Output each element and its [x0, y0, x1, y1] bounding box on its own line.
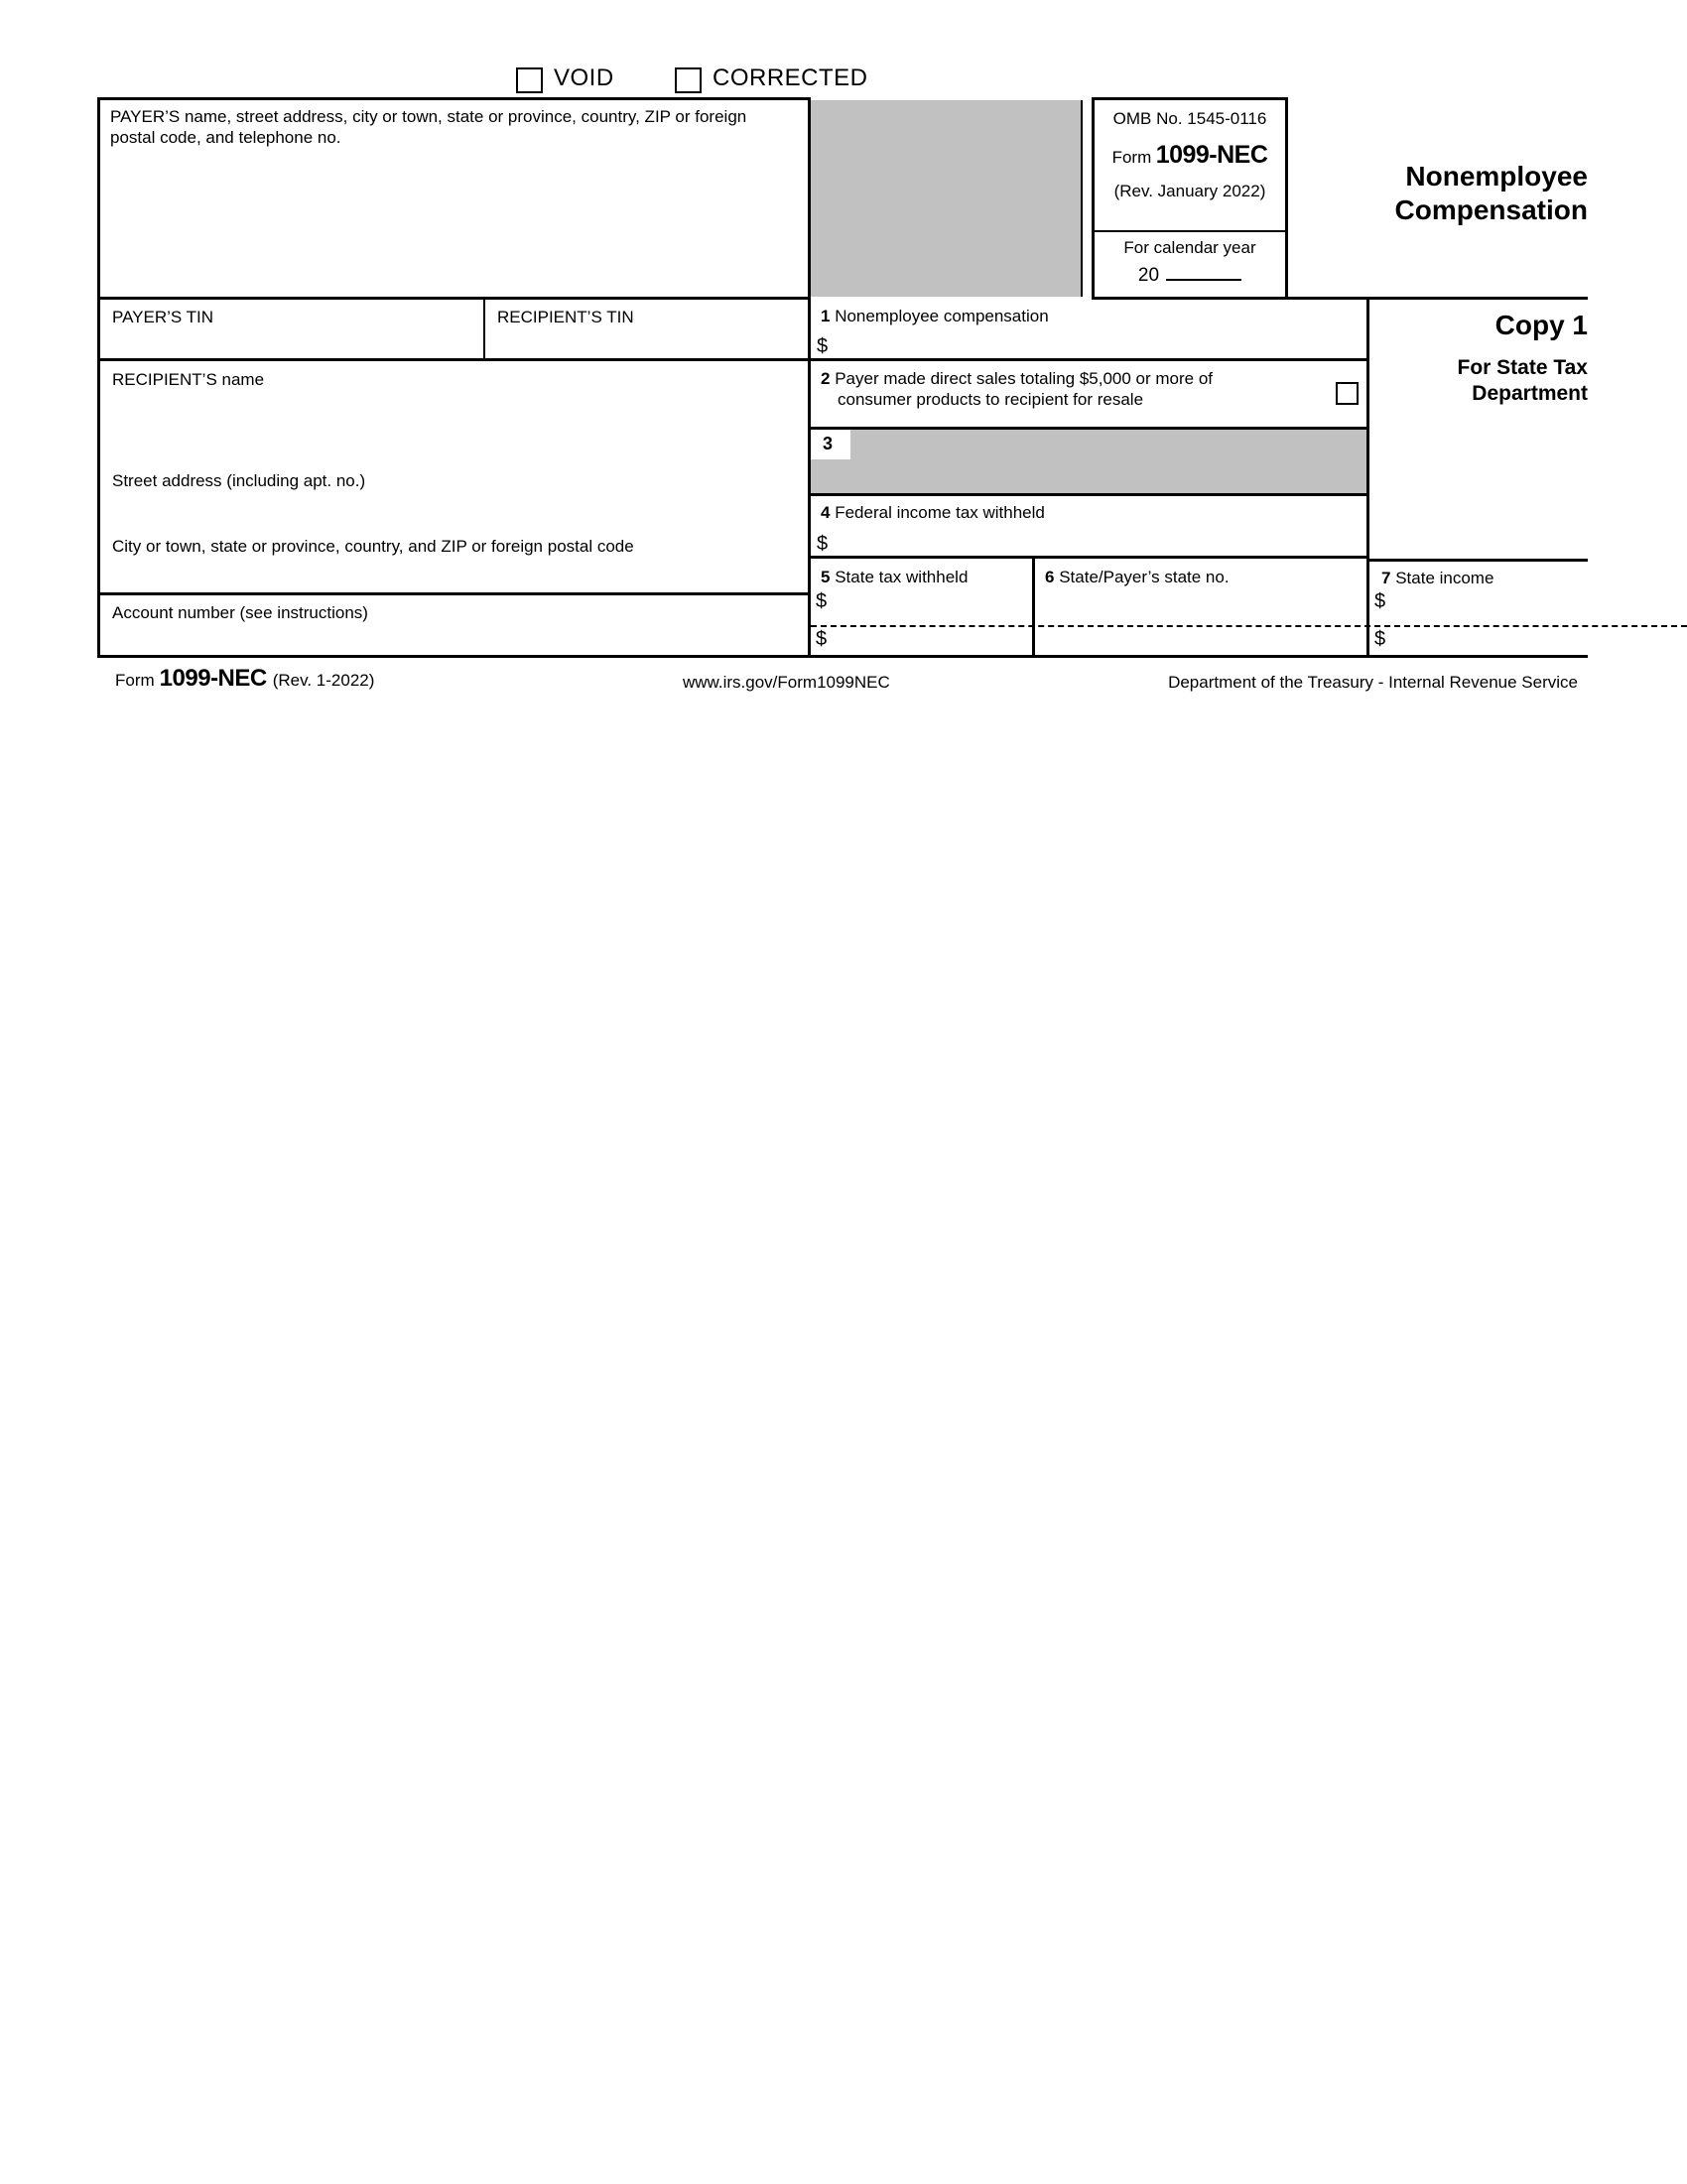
form-title: Nonemployee Compensation — [1394, 161, 1588, 225]
footer-irs-url: www.irs.gov/Form1099NEC — [683, 673, 890, 692]
copy-block — [1379, 310, 1588, 407]
payer-info-label: PAYER’S name, street address, city or town, state or province, country, ZIP or foreign postal code, and telephone no. — [110, 107, 747, 147]
box2-checkbox[interactable] — [1336, 382, 1359, 405]
box2-direct-sales — [811, 361, 1369, 430]
footer-form-number: 1099-NEC — [159, 665, 267, 692]
box3-number-badge — [811, 430, 850, 459]
box1-amount-input[interactable] — [843, 332, 1339, 356]
tin-divider — [483, 300, 485, 358]
box2-number: 2 — [821, 369, 831, 388]
state-row-dashed-divider — [811, 625, 1687, 627]
tin-row — [97, 300, 811, 361]
void-label: VOID — [554, 64, 614, 91]
void-checkbox[interactable] — [516, 67, 543, 93]
payer-tin-label: PAYER’S TIN — [112, 308, 214, 326]
box5-amount-input-1[interactable] — [841, 592, 1024, 616]
payer-tin-input[interactable] — [112, 329, 469, 355]
copy-audience: For State Tax Department — [1457, 356, 1588, 405]
footer-revision: (Rev. 1-2022) — [272, 671, 375, 690]
omb-box — [1092, 97, 1288, 300]
recipient-name-label: RECIPIENT’S name — [112, 370, 265, 389]
form-number-line — [1095, 141, 1285, 170]
box5-number: 5 — [821, 568, 831, 586]
box4-dollar-sign: $ — [817, 533, 829, 555]
box5-caption — [821, 567, 1024, 587]
account-number-label: Account number (see instructions) — [112, 603, 368, 622]
box4-caption — [821, 502, 1359, 523]
box4-number: 4 — [821, 503, 831, 522]
street-address-input[interactable] — [112, 494, 787, 528]
box4-label: Federal income tax withheld — [835, 503, 1045, 522]
box4-federal-income-tax — [811, 496, 1369, 559]
omb-number: OMB No. 1545-0116 — [1112, 109, 1267, 128]
box7-state-income — [1369, 559, 1588, 658]
box7-label: State income — [1395, 569, 1494, 587]
box7-amount-input-2[interactable] — [1399, 630, 1578, 654]
box4-amount-input[interactable] — [843, 530, 1339, 554]
box1-caption — [821, 306, 1359, 326]
box5-dollar-sign-2: $ — [816, 628, 828, 650]
box7-caption — [1381, 568, 1580, 588]
box2-label: Payer made direct sales totaling $5,000 or more of consumer products to recipient for resale — [835, 369, 1214, 409]
box6-number: 6 — [1045, 568, 1055, 586]
form-word: Form — [1111, 148, 1152, 167]
box7-dollar-sign-2: $ — [1374, 628, 1386, 650]
box1-number: 1 — [821, 307, 831, 325]
box5-amount-input-2[interactable] — [841, 630, 1024, 654]
calendar-year-label: For calendar year — [1123, 238, 1256, 257]
account-number-box — [97, 595, 811, 658]
box3-shaded — [811, 430, 1369, 496]
box5-label: State tax withheld — [835, 568, 969, 586]
payer-info-box — [97, 97, 811, 300]
footer-form-id — [115, 665, 374, 693]
box2-caption — [821, 368, 1277, 410]
box1-dollar-sign: $ — [817, 335, 829, 357]
box6-state-input-1[interactable] — [1045, 592, 1358, 616]
box6-caption — [1045, 567, 1359, 587]
year-input[interactable] — [1166, 262, 1241, 281]
payer-info-input[interactable] — [110, 162, 798, 289]
street-address-label: Street address (including apt. no.) — [112, 471, 366, 490]
recipient-tin-label: RECIPIENT’S TIN — [497, 308, 634, 326]
box7-amount-input-1[interactable] — [1399, 592, 1578, 616]
city-state-zip-input[interactable] — [112, 560, 787, 589]
form-number: 1099-NEC — [1155, 141, 1268, 169]
omb-divider — [1095, 230, 1285, 232]
recipient-tin-input[interactable] — [497, 329, 795, 355]
box6-label: State/Payer’s state no. — [1059, 568, 1230, 586]
account-number-input[interactable] — [112, 625, 787, 651]
box7-number: 7 — [1381, 569, 1391, 587]
footer-form-word: Form — [115, 671, 155, 690]
shaded-area-top — [811, 100, 1083, 297]
box6-state-payer-number — [1035, 559, 1369, 658]
corrected-checkbox[interactable] — [675, 67, 702, 93]
box7-dollar-sign-1: $ — [1374, 590, 1386, 612]
city-state-zip-label: City or town, state or province, country, and ZIP or foreign postal code — [112, 537, 634, 556]
calendar-year-line — [1095, 262, 1285, 287]
copy-number: Copy 1 — [1494, 310, 1588, 340]
box3-number: 3 — [823, 434, 834, 453]
corrected-label: CORRECTED — [713, 64, 868, 91]
year-prefix: 20 — [1137, 265, 1160, 286]
recipient-name-input[interactable] — [112, 393, 787, 452]
recipient-info-box — [97, 361, 811, 595]
box5-dollar-sign-1: $ — [816, 590, 828, 612]
box5-state-tax-withheld — [811, 559, 1035, 658]
form-revision: (Rev. January 2022) — [1113, 182, 1266, 200]
box6-state-input-2[interactable] — [1045, 630, 1358, 654]
box1-label: Nonemployee compensation — [835, 307, 1049, 325]
footer-department: Department of the Treasury - Internal Revenue Service — [1168, 673, 1578, 692]
box1-nonemployee-compensation — [811, 300, 1369, 361]
